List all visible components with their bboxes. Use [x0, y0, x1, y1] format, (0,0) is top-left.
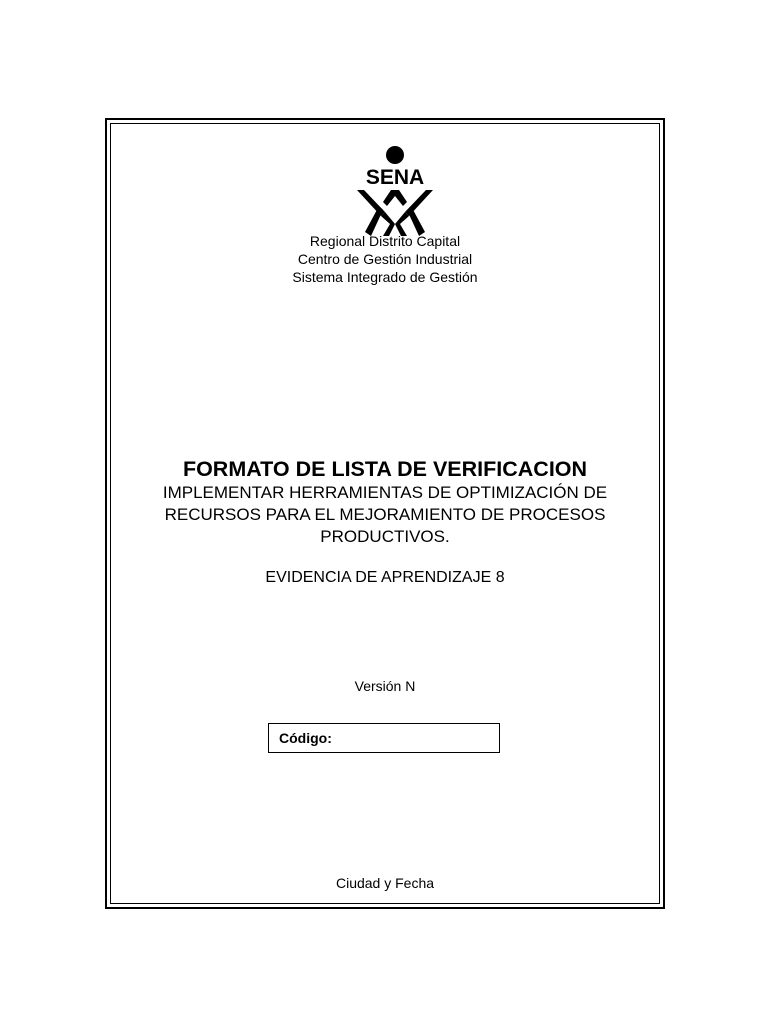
region-line: Regional Distrito Capital	[309, 233, 461, 249]
logo-text: SENA	[365, 166, 425, 189]
organization-info	[111, 232, 659, 286]
subtitle-line: PRODUCTIVOS.	[320, 527, 450, 546]
logo-head-icon	[386, 146, 404, 164]
city-date-label: Ciudad y Fecha	[335, 875, 435, 891]
sena-logo	[353, 144, 437, 236]
document-subtitle	[135, 482, 635, 548]
center-line: Centro de Gestión Industrial	[297, 251, 473, 267]
document-title: FORMATO DE LISTA DE VERIFICACION	[182, 457, 588, 481]
version-label: Versión N	[354, 678, 416, 694]
evidence-label: EVIDENCIA DE APRENDIZAJE 8	[265, 569, 505, 586]
cover-frame	[105, 118, 665, 909]
system-line: Sistema Integrado de Gestión	[292, 269, 478, 285]
logo-center-icon	[383, 190, 407, 206]
cover-inner-frame	[110, 123, 660, 904]
subtitle-line: IMPLEMENTAR HERRAMIENTAS DE OPTIMIZACIÓN DE	[162, 483, 608, 502]
code-label: Código:	[279, 730, 332, 746]
subtitle-line: RECURSOS PARA EL MEJORAMIENTO DE PROCESOS	[164, 505, 606, 524]
code-field[interactable]	[268, 723, 500, 753]
